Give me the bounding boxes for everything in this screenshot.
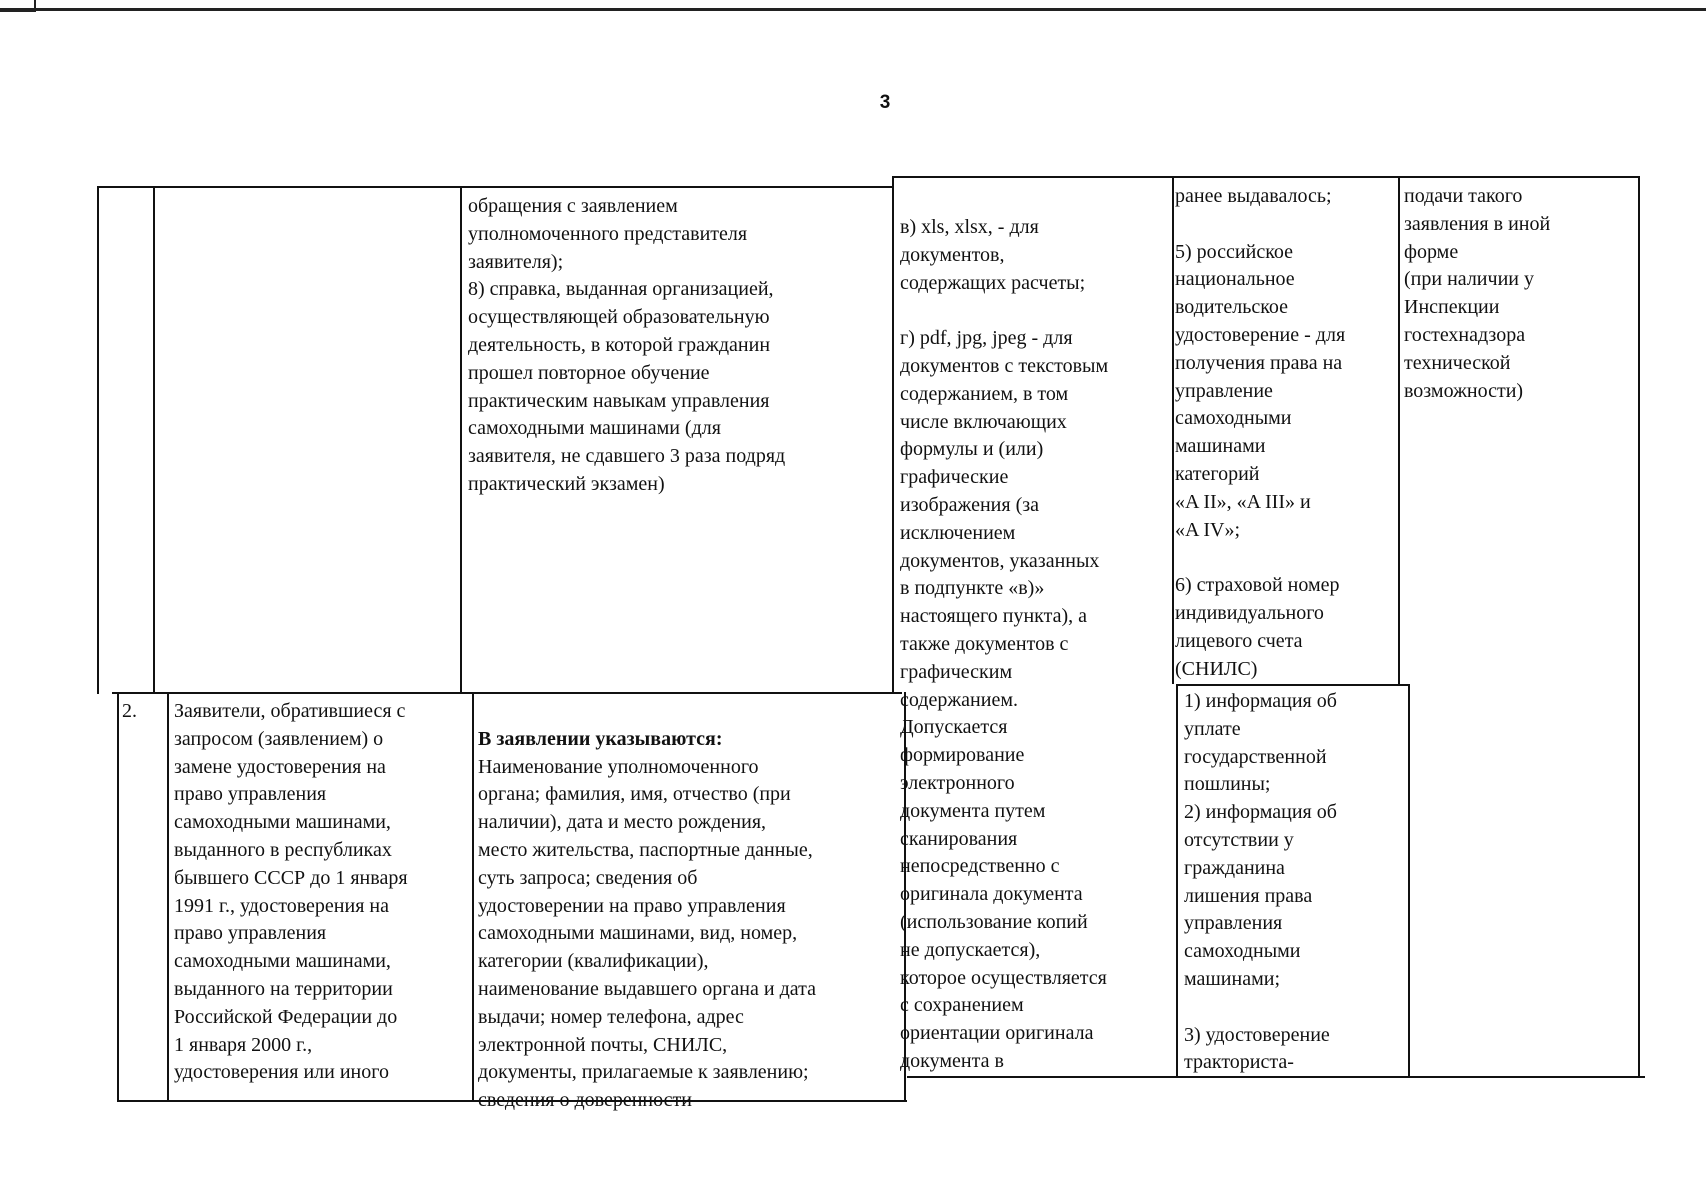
page-number: 3 bbox=[879, 92, 891, 113]
col-divider-2-lower bbox=[167, 692, 169, 1102]
row2-col2-text: Заявители, обратившиеся с запросом (заявлением) о замене удостоверения на право управления самоходными машинами, выданного в республиках бывшего СССР до 1 января 1991 г., удостоверения на право управления самоходными машинами, выданного на территории Российской Федерации до 1 января 2000 г., удостоверения или иного bbox=[174, 700, 408, 1084]
row2-col3-text: Наименование уполномоченного органа; фамилия, имя, отчество (при наличии), дата и место рождения, место жительства, паспортные данные, суть запроса; сведения об удостоверении на право управления самоходными машинами, вид, номер, категории (квалификации), наименование выдавшего органа и дата выдачи; номер телефона, адрес электронной почты, СНИЛС, документы, прилагаемые к заявлению; сведения о доверенности bbox=[478, 755, 816, 1112]
col-divider-2 bbox=[153, 186, 155, 694]
col-divider-1-lower bbox=[117, 692, 119, 1102]
row-divider-left bbox=[112, 692, 902, 694]
table-top-border-right bbox=[892, 176, 1640, 178]
col-divider-5 bbox=[1172, 176, 1174, 684]
row-divider-col5 bbox=[1176, 684, 1410, 686]
row1-col5-text: ранее выдавалось; 5) российское национальное водительское удостоверение - для получения права на управление самоходными машинами категорий «A II», «A III» и «A IV»; 6) страховой номер индивидуального лицевого счета (СНИЛС) bbox=[1175, 185, 1346, 680]
col-divider-5-lower bbox=[1176, 684, 1178, 1078]
scan-edge-line bbox=[0, 8, 1706, 11]
col-divider-4 bbox=[892, 176, 894, 692]
col-divider-7 bbox=[1638, 176, 1640, 1078]
row1-col6-text: подачи такого заявления в иной форме (при наличии у Инспекции гостехнадзора технической возможности) bbox=[1404, 185, 1551, 402]
row1-col4-text: в) xls, xlsx, - для документов, содержащих расчеты; г) pdf, jpg, jpeg - для документов с текстовым содержанием, в том числе включающих формулы и (или) графические изображения (за исключением документов, указанных в подпункте «в)» настоящего пункта), а также документов с графическим содержанием. Допускается формирование электронного документа путем сканирования непосредственно с оригинала документа (использование копий не допускается), которое осуществляется с сохранением ориентации оригинала документа в bbox=[900, 216, 1109, 1072]
col-divider-3-lower bbox=[472, 692, 474, 1102]
row2-col5-text: 1) информация об уплате государственной пошлины; 2) информация об отсутствии у гражданина лишения права управления самоходными машинами; 3) удостоверение тракториста- bbox=[1184, 690, 1337, 1074]
table-top-border-left bbox=[97, 186, 892, 188]
row2-col3-heading: В заявлении указываются: bbox=[478, 727, 723, 750]
col-divider-6-lower bbox=[1408, 684, 1410, 1078]
col-divider-3 bbox=[460, 186, 462, 694]
col-divider-1 bbox=[97, 186, 99, 694]
row1-col3-text: обращения с заявлением уполномоченного представителя заявителя); 8) справка, выданная организацией, осуществляющей образовательную деятельность, в которой гражданин прошел повторное обучение практическим навыкам управления самоходными машинами (для заявителя, не сдавшего 3 раза подряд практический экзамен) bbox=[468, 195, 786, 495]
row2-col3 bbox=[478, 698, 904, 1112]
row2-number: 2. bbox=[122, 700, 137, 722]
